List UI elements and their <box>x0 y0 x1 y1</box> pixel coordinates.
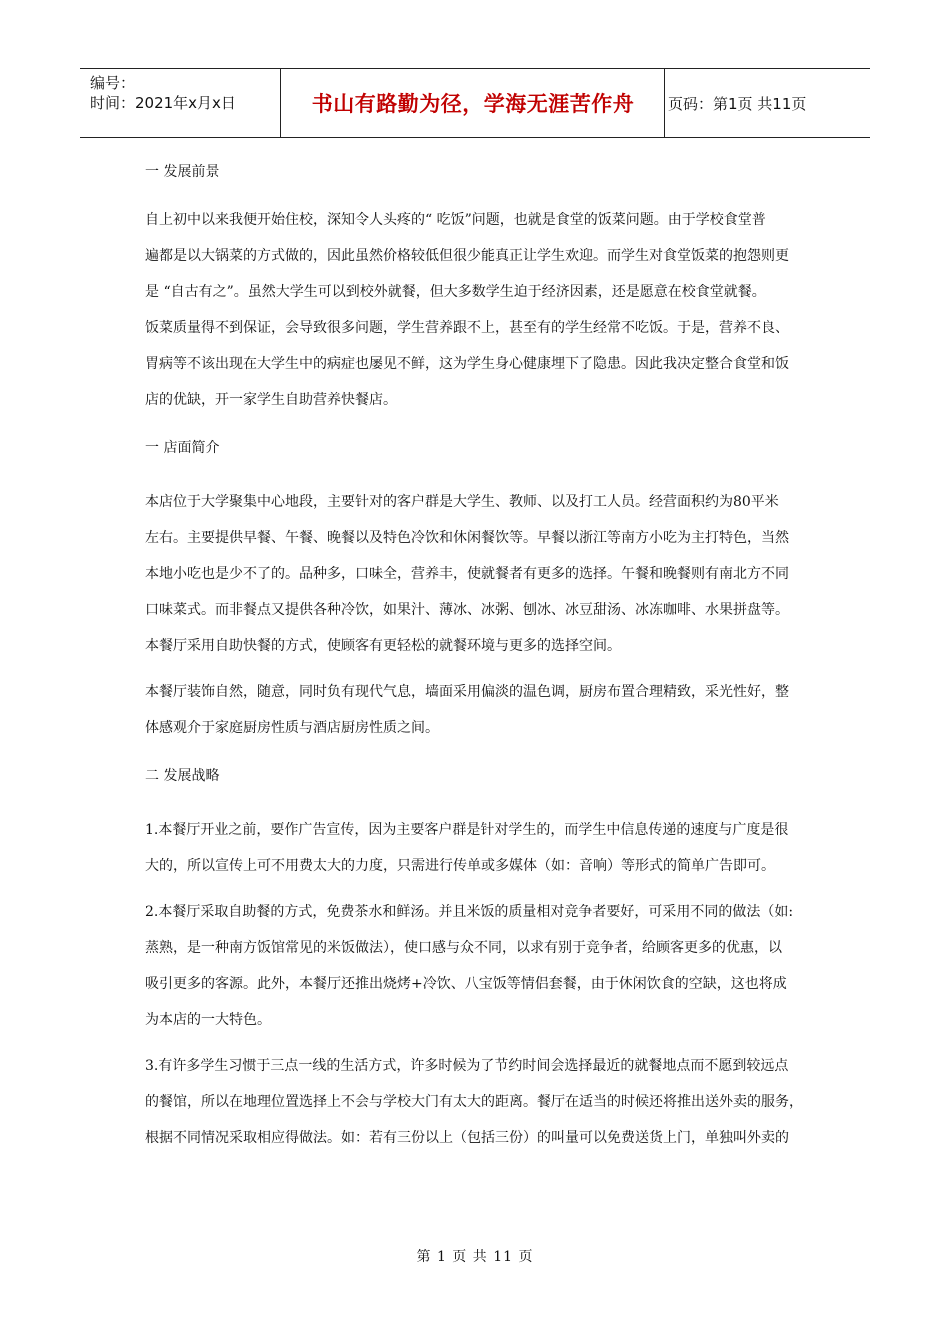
text-line: 蒸熟，是一种南方饭馆常见的米饭做法），使口感与众不同，以求有别于竞争者，给顾客更多的优惠，以 <box>145 940 782 956</box>
paragraph-prospects <box>145 202 810 418</box>
header-divider-left <box>280 69 281 137</box>
header-number-label: 编号： <box>90 74 136 92</box>
header-page-info: 页码：第1页 共11页 <box>668 94 807 113</box>
header-date-label: 时间：2021年x月x日 <box>90 94 236 112</box>
text-line: 体感观介于家庭厨房性质与酒店厨房性质之间。 <box>145 720 439 736</box>
text-line: 大的，所以宣传上可不用费太大的力度，只需进行传单或多媒体（如：音响）等形式的简单广告即可。 <box>145 858 775 874</box>
paragraph-strategy-2 <box>145 894 810 1038</box>
header-divider-right <box>664 69 665 137</box>
text-line: 2.本餐厅采取自助餐的方式，免费茶水和鲜汤。并且米饭的质量相对竞争者要好，可采用不同的做法（如: <box>145 904 794 920</box>
text-line: 吸引更多的客源。此外，本餐厅还推出烧烤+冷饮、八宝饭等情侣套餐，由于休闲饮食的空缺，这也将成 <box>145 976 787 992</box>
header-motto: 书山有路勤为径，学海无涯苦作舟 <box>311 92 635 116</box>
document-body <box>145 150 810 1156</box>
text-line: 根据不同情况采取相应得做法。如：若有三份以上（包括三份）的叫量可以免费送货上门，单独叫外卖的 <box>145 1130 789 1146</box>
text-line: 胃病等不该出现在大学生中的病症也屡见不鲜，这为学生身心健康埋下了隐患。因此我决定整合食堂和饭 <box>145 356 789 372</box>
text-line: 本店位于大学聚集中心地段，主要针对的客户群是大学生、教师、以及打工人员。经营面积约为80平米 <box>145 494 779 510</box>
text-line: 为本店的一大特色。 <box>145 1012 271 1028</box>
page-footer: 第 1 页 共 11 页 <box>416 1249 534 1265</box>
text-line: 口味菜式。而非餐点又提供各种冷饮，如果汁、薄冰、冰粥、刨冰、冰豆甜汤、冰冻咖啡、水果拼盘等。 <box>145 602 789 618</box>
section-heading-strategy: 二 发展战略 <box>145 768 220 784</box>
header-meta <box>90 73 236 113</box>
section-heading-store: 一 店面简介 <box>145 440 220 456</box>
paragraph-store-intro <box>145 484 810 664</box>
text-line: 本地小吃也是少不了的。品种多，口味全，营养丰，使就餐者有更多的选择。午餐和晚餐则有南北方不同 <box>145 566 789 582</box>
text-line: 本餐厅采用自助快餐的方式，使顾客有更轻松的就餐环境与更多的选择空间。 <box>145 638 621 654</box>
paragraph-store-decor <box>145 674 810 746</box>
text-line: 店的优缺，开一家学生自助营养快餐店。 <box>145 392 397 408</box>
paragraph-strategy-3 <box>145 1048 810 1156</box>
text-line: 的餐馆，所以在地理位置选择上不会与学校大门有太大的距离。餐厅在适当的时候还将推出送外卖的服务， <box>145 1094 803 1110</box>
section-heading-prospects: 一 发展前景 <box>145 164 220 180</box>
text-line: 自上初中以来我便开始住校，深知令人头疼的“ 吃饭”问题，也就是食堂的饭菜问题。由于学校食堂普 <box>145 212 766 228</box>
text-line: 饭菜质量得不到保证，会导致很多问题，学生营养跟不上，甚至有的学生经常不吃饭。于是，营养不良、 <box>145 320 789 336</box>
text-line: 1.本餐厅开业之前，要作广告宣传，因为主要客户群是针对学生的，而学生中信息传递的速度与广度是很 <box>145 822 789 838</box>
text-line: 遍都是以大锅菜的方式做的，因此虽然价格较低但很少能真正让学生欢迎。而学生对食堂饭菜的抱怨则更 <box>145 248 789 264</box>
text-line: 本餐厅装饰自然，随意，同时负有现代气息，墙面采用偏淡的温色调，厨房布置合理精致，采光性好，整 <box>145 684 789 700</box>
document-header <box>80 68 870 138</box>
text-line: 是 “自古有之”。虽然大学生可以到校外就餐，但大多数学生迫于经济因素，还是愿意在校食堂就餐。 <box>145 284 766 300</box>
paragraph-strategy-1 <box>145 812 810 884</box>
text-line: 3.有许多学生习惯于三点一线的生活方式，许多时候为了节约时间会选择最近的就餐地点而不愿到较远点 <box>145 1058 789 1074</box>
text-line: 左右。主要提供早餐、午餐、晚餐以及特色冷饮和休闲餐饮等。早餐以浙江等南方小吃为主打特色，当然 <box>145 530 789 546</box>
